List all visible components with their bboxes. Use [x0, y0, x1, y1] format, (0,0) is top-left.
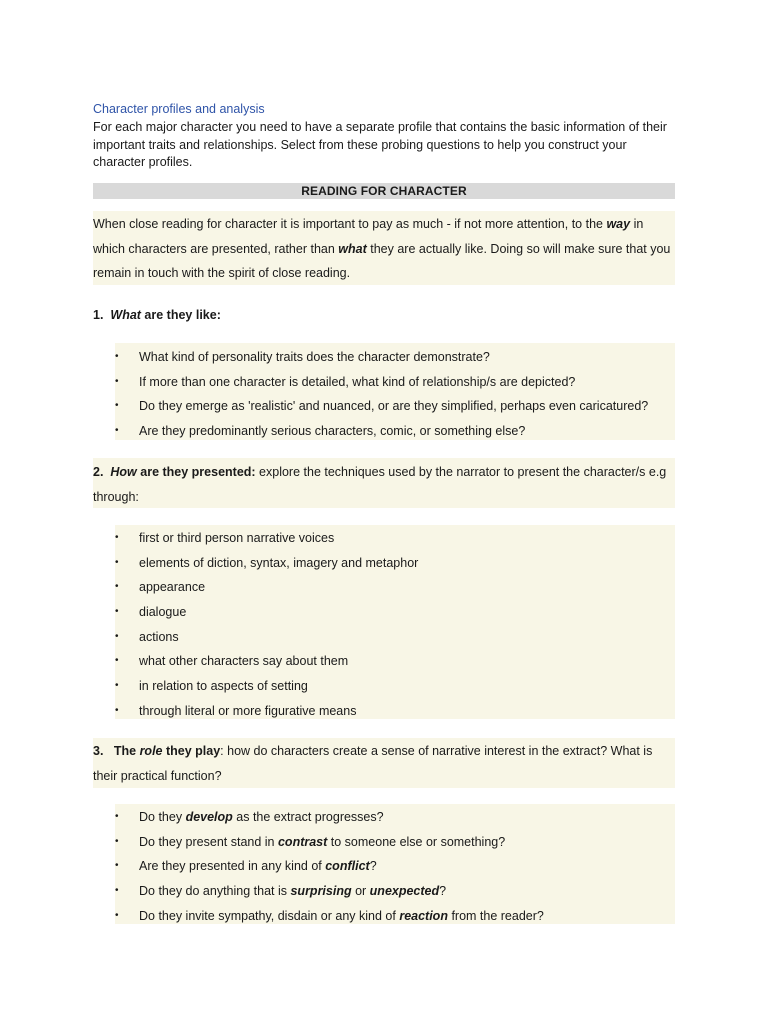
list-item — [0, 830, 768, 855]
list-item — [0, 551, 768, 576]
document-heading-link[interactable]: Character profiles and analysis — [93, 102, 265, 116]
lead-paragraph — [93, 212, 678, 286]
list-item-text: Do they emerge as 'realistic' and nuanced, or are they simplified, perhaps even caricatured? — [139, 399, 649, 414]
list-item — [0, 345, 768, 370]
bullet-icon: • — [115, 704, 119, 716]
list-item — [0, 600, 768, 625]
item-text-c: from the reader? — [447, 908, 544, 923]
lead-text-1: When close reading for character it is important to pay as much - if not more attention, to the — [93, 217, 607, 231]
item-text-c: as the extract progresses? — [232, 810, 384, 824]
q3-number: 3. — [93, 744, 104, 758]
list-item-text — [139, 904, 544, 929]
bullet-icon: • — [115, 835, 119, 847]
list-item — [0, 625, 768, 650]
question-2-list — [0, 526, 768, 724]
bullet-icon: • — [115, 556, 119, 568]
list-item — [0, 526, 768, 551]
question-1-list — [0, 345, 768, 444]
list-item-text: what other characters say about them — [139, 654, 349, 669]
list-item-text: actions — [139, 629, 179, 644]
q2-rest: are they presented: — [136, 465, 256, 479]
question-3-heading — [93, 739, 678, 788]
bullet-icon: • — [115, 532, 119, 543]
list-item — [0, 904, 768, 929]
list-item — [0, 370, 768, 395]
bullet-icon: • — [115, 351, 119, 362]
list-item — [0, 419, 768, 444]
list-item-text: Are they predominantly serious characters, comic, or something else? — [139, 424, 526, 439]
item-text-e: ? — [439, 884, 447, 899]
q3-emphasis: role — [139, 744, 163, 758]
list-item — [0, 394, 768, 419]
bullet-icon: • — [115, 581, 119, 593]
list-item — [0, 854, 768, 879]
bullet-icon: • — [115, 885, 119, 897]
lead-emphasis-what: what — [338, 241, 367, 256]
item-emphasis-2: unexpected — [369, 884, 440, 899]
q1-rest: are they like: — [140, 308, 221, 322]
list-item-text: through literal or more figurative means — [139, 703, 357, 718]
section-banner: READING FOR CHARACTER — [93, 183, 675, 199]
item-emphasis: surprising — [290, 884, 352, 899]
bullet-icon: • — [115, 375, 119, 387]
bullet-icon: • — [115, 860, 119, 872]
item-text-c: to someone else or something? — [327, 834, 506, 849]
q1-number: 1. — [93, 308, 104, 322]
item-text-c: or — [351, 884, 370, 899]
lead-emphasis-way: way — [606, 217, 631, 231]
item-emphasis: develop — [185, 810, 233, 824]
list-item-text: elements of diction, syntax, imagery and metaphor — [139, 555, 419, 570]
list-item — [0, 805, 768, 830]
q2-description: explore the techniques used by the narrator to present the character/s e.g through: — [93, 465, 667, 504]
list-item-text: If more than one character is detailed, what kind of relationship/s are depicted? — [139, 374, 576, 389]
q2-number: 2. — [93, 465, 104, 479]
list-item-text: in relation to aspects of setting — [139, 679, 308, 694]
list-item-text: first or third person narrative voices — [139, 531, 335, 545]
bullet-icon: • — [115, 655, 119, 667]
item-emphasis: conflict — [325, 859, 370, 874]
bullet-icon: • — [115, 811, 119, 822]
item-text-a: Do they — [139, 810, 186, 824]
q3-rest: they play — [162, 744, 221, 758]
list-item-text — [139, 854, 377, 879]
question-1-heading — [93, 303, 678, 328]
q2-emphasis: How — [110, 465, 137, 479]
list-item — [0, 649, 768, 674]
intro-paragraph: For each major character you need to have a separate profile that contains the basic information of their important traits and relationships. Select from these probing questions to help you construct your character profiles. — [93, 120, 667, 169]
list-item — [0, 575, 768, 600]
list-item-text — [139, 830, 505, 855]
list-item-text — [139, 879, 446, 904]
list-item-text: appearance — [139, 580, 206, 595]
list-item-text: What kind of personality traits does the character demonstrate? — [139, 350, 490, 364]
item-text-a: Do they invite sympathy, disdain or any kind of — [139, 908, 400, 923]
item-text-c: ? — [369, 859, 377, 874]
list-item — [0, 674, 768, 699]
list-item — [0, 879, 768, 904]
bullet-icon: • — [115, 680, 119, 692]
bullet-icon: • — [115, 630, 119, 642]
bullet-icon: • — [115, 909, 119, 921]
q1-emphasis: What — [110, 308, 141, 322]
lead-text-2: in which characters are presented, rather than — [93, 217, 644, 256]
item-text-a: Do they do anything that is — [139, 884, 291, 899]
q3-description: : how do characters create a sense of narrative interest in the extract? What is their practical function? — [93, 744, 653, 783]
question-2-heading — [93, 460, 678, 509]
bullet-icon: • — [115, 606, 119, 618]
q3-pre: The — [113, 744, 140, 758]
list-item-text — [139, 805, 384, 830]
list-item-text: dialogue — [139, 605, 187, 620]
item-text-a: Do they present stand in — [139, 834, 278, 849]
lead-text-3: they are actually like. Doing so will make sure that you remain in touch with the spirit of close reading. — [93, 241, 671, 281]
bullet-icon: • — [115, 400, 119, 412]
item-emphasis: reaction — [399, 908, 448, 923]
bullet-icon: • — [115, 425, 119, 437]
item-emphasis: contrast — [277, 834, 328, 849]
question-3-list — [0, 805, 768, 928]
item-text-a: Are they presented in any kind of — [139, 859, 326, 874]
list-item — [0, 699, 768, 724]
